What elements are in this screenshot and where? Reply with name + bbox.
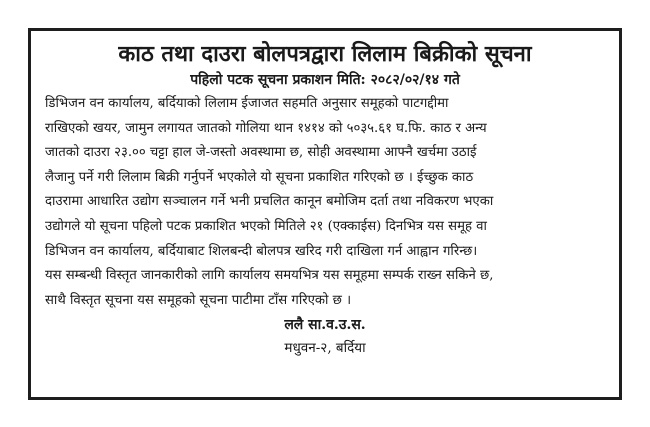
signatory-address: मधुवन-२, बर्दिया — [284, 340, 366, 357]
body-line: उद्योगले यो सूचना पहिलो पटक प्रकाशित भएको मितिले २१ (एक्काईस) दिनभित्र यस समूह वा — [45, 218, 487, 234]
body-line: दाउरामा आधारित उद्योग सञ्चालन गर्ने भनी प्रचलित कानून बमोजिम दर्ता तथा नविकरण भएका — [45, 194, 494, 210]
body-line: राखिएको खयर, जामुन लगायत जातको गोलिया थान १४१४ को ५०३५.६१ घ.फि. काठ र अन्य — [45, 120, 487, 136]
body-line: डिभिजन वन कार्यालय, बर्दियाको लिलाम ईजाजत सहमति अनुसार समूहको पाटगद्दीमा — [45, 96, 449, 111]
notice-title: काठ तथा दाउरा बोलपत्रद्वारा लिलाम बिक्रीको सूचना — [118, 41, 532, 67]
notice-frame — [28, 28, 622, 400]
publication-date: पहिलो पटक सूचना प्रकाशन मिति: २०८२/०२/१४ गते — [190, 72, 460, 88]
notice-body — [45, 92, 605, 313]
body-line: यस सम्बन्धी विस्तृत जानकारीको लागि कार्यालय समयभित्र यस समूहमा सम्पर्क राख्न सकिने छ, — [45, 268, 494, 284]
body-line: साथै विस्तृत सूचना यस समूहको सूचना पाटीमा टाँस गरिएको छ । — [45, 292, 352, 308]
signature-block — [45, 314, 605, 360]
body-line: डिभिजन वन कार्यालय, बर्दियाबाट शिलबन्दी बोलपत्र खरिद गरी दाखिला गर्न आह्वान गरिन्छ। — [45, 243, 478, 259]
body-line: जातको दाउरा २३.०० चट्टा हाल जे-जस्तो अवस्थामा छ, सोही अवस्थामा आफ्नै खर्चमा उठाई — [45, 145, 477, 161]
signatory-name: ललै सा.व.उ.स. — [284, 317, 366, 334]
body-line: लैजानु पर्ने गरी लिलाम बिक्री गर्नुपर्ने भएकोले यो सूचना प्रकाशित गरिएको छ । ईच्छुक काठ — [45, 169, 474, 185]
